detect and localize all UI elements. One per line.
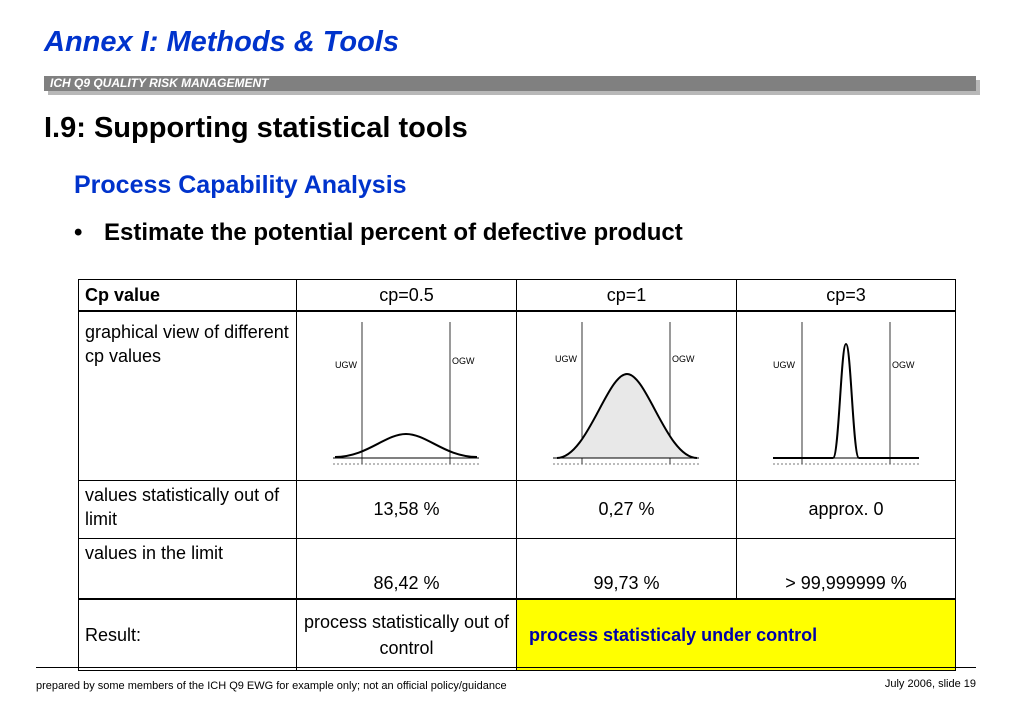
out-of-limit-label: values statistically out of limit bbox=[79, 481, 297, 539]
normal-curve-plot-cp-05 bbox=[297, 312, 515, 472]
plot-cell-cp-1 bbox=[517, 311, 737, 481]
table-row-result bbox=[79, 599, 956, 671]
annex-title: Annex I: Methods & Tools bbox=[44, 26, 399, 58]
plot-cell-cp-05 bbox=[297, 311, 517, 481]
header-cell-cp-05: cp=0.5 bbox=[297, 280, 517, 312]
out-of-limit-cp-05: 13,58 % bbox=[297, 481, 517, 539]
normal-curve-plot-cp-1 bbox=[517, 312, 735, 472]
bullet-item bbox=[74, 219, 683, 247]
bullet-dot-icon: • bbox=[74, 219, 83, 246]
header-cell-cp-1: cp=1 bbox=[517, 280, 737, 312]
plot-cell-cp-3 bbox=[736, 311, 955, 481]
out-of-limit-cp-1: 0,27 % bbox=[517, 481, 737, 539]
normal-curve-plot-cp-3 bbox=[737, 312, 955, 472]
table-row-in-limit bbox=[79, 539, 956, 600]
out-of-limit-cp-3: approx. 0 bbox=[736, 481, 955, 539]
result-under-control: process statisticaly under control bbox=[517, 599, 956, 671]
in-limit-cp-3: > 99,999999 % bbox=[736, 539, 955, 600]
header-cell-cp-value: Cp value bbox=[79, 280, 297, 312]
ogw-label: OGW bbox=[672, 354, 695, 364]
footer-divider bbox=[36, 667, 976, 668]
in-limit-cp-1: 99,73 % bbox=[517, 539, 737, 600]
header-cell-cp-3: cp=3 bbox=[736, 280, 955, 312]
ugw-label: UGW bbox=[335, 360, 358, 370]
ugw-label: UGW bbox=[555, 354, 577, 364]
ogw-label: OGW bbox=[891, 360, 915, 370]
result-label: Result: bbox=[79, 599, 297, 671]
in-limit-label: values in the limit bbox=[79, 539, 297, 600]
table-row-graphs bbox=[79, 311, 956, 481]
banner bbox=[44, 76, 976, 91]
bullet-text: Estimate the potential percent of defective product bbox=[104, 219, 683, 246]
section-title: I.9: Supporting statistical tools bbox=[44, 112, 468, 144]
footer-disclaimer: prepared by some members of the ICH Q9 EWG for example only; not an official policy/guidance bbox=[36, 680, 507, 692]
banner-text: ICH Q9 QUALITY RISK MANAGEMENT bbox=[50, 76, 269, 90]
in-limit-cp-05: 86,42 % bbox=[297, 539, 517, 600]
cp-table bbox=[78, 279, 956, 671]
ogw-label: OGW bbox=[452, 356, 475, 366]
ugw-label: UGW bbox=[772, 360, 795, 370]
graph-label-cell: graphical view of different cp values bbox=[79, 311, 297, 481]
footer-slide-number: July 2006, slide 19 bbox=[884, 678, 976, 690]
table-header-row bbox=[79, 280, 956, 312]
result-cp-05: process statistically out of control bbox=[297, 599, 517, 671]
table-row-out-of-limit bbox=[79, 481, 956, 539]
subsection-title: Process Capability Analysis bbox=[74, 171, 407, 199]
